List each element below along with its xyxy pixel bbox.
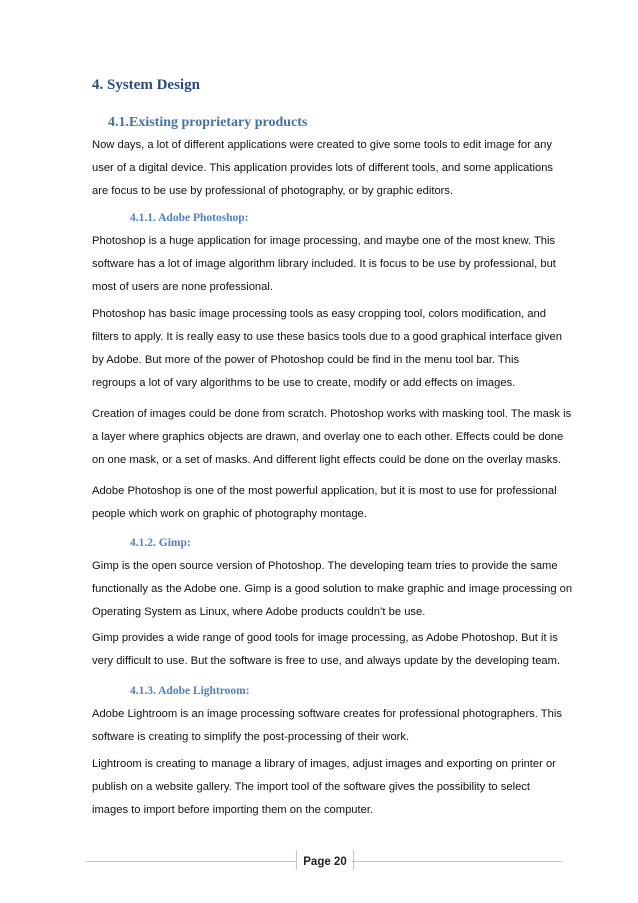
- text-line: functionally as the Adobe one. Gimp is a good solution to make graphic and image processing on: [92, 583, 573, 595]
- paragraph-gimp-1: [92, 555, 573, 624]
- footer-rule-left: [86, 861, 296, 862]
- paragraph-intro: [92, 134, 552, 203]
- paragraph-gimp-2: [92, 627, 561, 673]
- paragraph-photoshop-1: [92, 230, 556, 299]
- heading-gimp: 4.1.2. Gimp:: [130, 537, 191, 549]
- text-line: very difficult to use. But the software is free to use, and always update by the developing team.: [92, 655, 561, 667]
- text-line: a layer where graphics objects are drawn, and overlay one to each other. Effects could be done: [92, 431, 564, 443]
- text-line: on one mask, or a set of masks. And different light effects could be done on the overlay masks.: [92, 454, 562, 466]
- page-footer: [86, 850, 562, 872]
- page-number: Page 20: [303, 856, 347, 868]
- text-line: Adobe Photoshop is one of the most powerful application, but it is most to use for professional: [92, 485, 557, 497]
- text-line: publish on a website gallery. The import tool of the software gives the possibility to select: [92, 781, 530, 793]
- heading-lightroom: 4.1.3. Adobe Lightroom:: [130, 685, 250, 697]
- text-line: software has a lot of image algorithm library included. It is focus to be use by professional, but: [92, 258, 556, 270]
- page-number-box: [296, 850, 354, 870]
- paragraph-lightroom-1: [92, 703, 562, 749]
- text-line: user of a digital device. This application provides lots of different tools, and some applications: [92, 162, 554, 174]
- text-line: software is creating to simplify the post-processing of their work.: [92, 731, 410, 743]
- text-line: Now days, a lot of different applications were created to give some tools to edit image for any: [92, 139, 552, 151]
- heading-photoshop: 4.1.1. Adobe Photoshop:: [130, 212, 249, 224]
- text-line: Gimp is the open source version of Photoshop. The developing team tries to provide the same: [92, 560, 558, 572]
- paragraph-photoshop-3: [92, 403, 572, 472]
- paragraph-photoshop-4: [92, 480, 557, 526]
- text-line: filters to apply. It is really easy to use these basics tools due to a good graphical interface given: [92, 331, 562, 343]
- paragraph-photoshop-2: [92, 303, 562, 395]
- text-line: images to import before importing them on the computer.: [92, 804, 374, 816]
- text-line: Gimp provides a wide range of good tools for image processing, as Adobe Photoshop. But it is: [92, 632, 558, 644]
- text-line: Photoshop is a huge application for image processing, and maybe one of the most knew. This: [92, 235, 556, 247]
- text-line: by Adobe. But more of the power of Photoshop could be find in the menu tool bar. This: [92, 354, 520, 366]
- text-line: Lightroom is creating to manage a library of images, adjust images and exporting on printer or: [92, 758, 556, 770]
- paragraph-lightroom-2: [92, 753, 556, 822]
- section-heading: 4. System Design: [92, 77, 200, 93]
- text-line: Creation of images could be done from scratch. Photoshop works with masking tool. The mask is: [92, 408, 572, 420]
- text-line: Adobe Lightroom is an image processing software creates for professional photographers. This: [92, 708, 562, 720]
- text-line: most of users are none professional.: [92, 281, 273, 293]
- text-line: people which work on graphic of photography montage.: [92, 508, 367, 520]
- footer-rule-right: [352, 861, 562, 862]
- text-line: Photoshop has basic image processing tools as easy cropping tool, colors modification, and: [92, 308, 546, 320]
- text-line: are focus to be use by professional of photography, or by graphic editors.: [92, 185, 454, 197]
- text-line: Operating System as Linux, where Adobe products couldn’t be use.: [92, 606, 426, 618]
- text-line: regroups a lot of vary algorithms to be use to create, modify or add effects on images.: [92, 377, 516, 389]
- subsection-heading: 4.1.Existing proprietary products: [108, 115, 308, 130]
